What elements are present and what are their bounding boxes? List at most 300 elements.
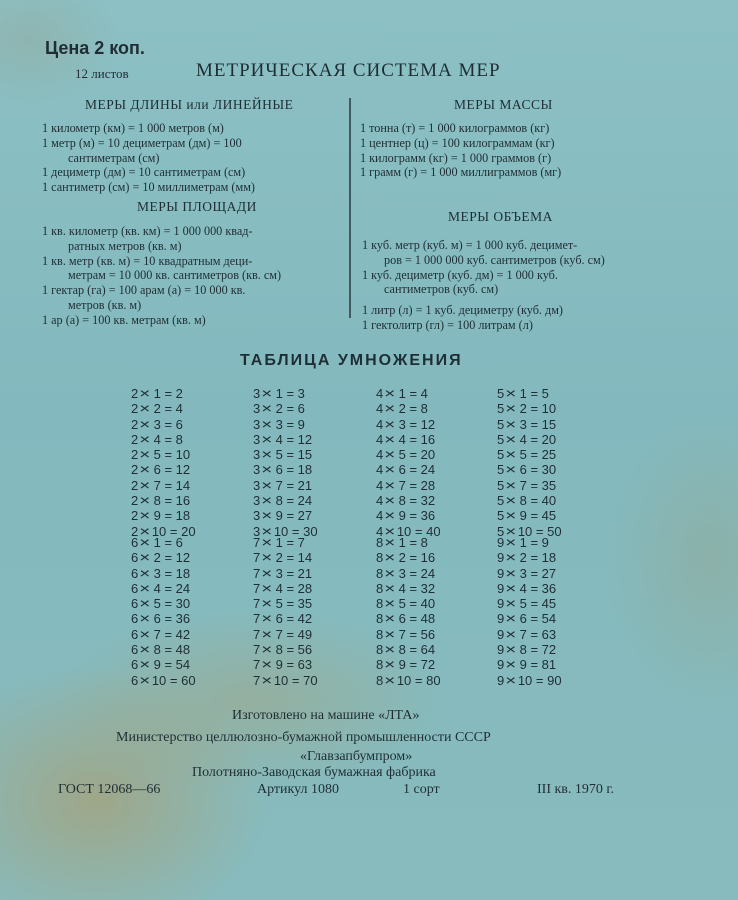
multiplier: 7 [153,626,161,642]
multiplication-row [131,417,196,432]
multiplicand: 3 [253,416,261,432]
multiply-sign: × [139,385,151,402]
volume-section-title: МЕРЫ ОБЪЕМА [448,209,553,224]
multiplier: 3 [519,565,527,581]
multiplicand: 3 [253,508,261,524]
equals-sign: = [282,626,298,642]
multiplication-row [497,673,562,688]
mass-row: 1 килограмм (кг) = 1 000 граммов (г) [360,150,552,165]
quarter-date: III кв. 1970 г. [537,782,615,797]
multiplicand: 7 [253,626,261,642]
product: 36 [175,611,191,627]
multiply-sign: × [139,492,151,509]
multiplication-row [253,596,318,611]
multiply-sign: × [261,446,273,463]
multiply-sign: × [139,400,151,417]
multiplier: 2 [398,550,406,566]
multiply-sign: × [384,549,396,566]
multiplicand: 9 [497,657,505,673]
multiplier: 6 [153,462,161,478]
multiplicand: 4 [376,431,384,447]
multiplicand: 3 [253,401,261,417]
multiplicand: 8 [376,550,384,566]
column-divider [349,98,351,318]
product: 48 [420,611,436,627]
multiplication-row [131,447,196,462]
multiply-sign: × [139,549,151,566]
length-section-title: МЕРЫ ДЛИНЫ или ЛИНЕЙНЫЕ [85,97,294,112]
multiplicand: 3 [253,431,261,447]
multiplier: 6 [398,462,406,478]
equals-sign: = [526,657,542,673]
product: 35 [297,596,313,612]
multiplier: 9 [153,508,161,524]
multiply-sign: × [505,492,517,509]
multiplication-row [497,401,562,416]
multiplication-row [131,401,196,416]
multiplier: 3 [153,565,161,581]
multiplicand: 5 [497,386,505,401]
multiply-sign: × [505,672,517,689]
multiplicand: 2 [131,508,139,524]
equals-sign: = [160,611,176,627]
multiplicand: 4 [376,401,384,417]
multiplier: 5 [519,447,527,463]
multiply-sign: × [384,492,396,509]
multiplicand: 8 [376,611,384,627]
equals-sign: = [526,626,542,642]
equals-sign: = [160,508,176,524]
multiplier: 3 [275,416,283,432]
multiply-sign: × [505,416,517,432]
multiplier: 4 [153,580,161,596]
multiply-sign: × [139,580,151,597]
product: 18 [175,508,191,524]
equals-sign: = [526,596,542,612]
multiplier: 5 [153,596,161,612]
equals-sign: = [405,477,421,493]
gost-code: ГОСТ 12068—66 [58,782,161,797]
multiply-sign: × [261,477,273,494]
multiply-sign: × [384,626,396,643]
equals-sign: = [282,565,298,581]
multiplier: 6 [519,611,527,627]
multiplier: 1 [275,535,283,550]
multiplier: 3 [519,416,527,432]
equals-sign: = [526,401,542,417]
multiply-sign: × [261,385,273,402]
multiplication-row [253,447,318,462]
multiplication-row [131,596,196,611]
multiply-sign: × [139,446,151,463]
length-row: 1 дециметр (дм) = 10 сантиметрам (см) [42,165,246,180]
multiplier: 6 [398,611,406,627]
organization-line: «Главзапбумпром» [300,749,413,764]
multiplicand: 8 [376,642,384,658]
multiplier: 8 [153,493,161,509]
product: 40 [426,523,441,539]
multiplicand: 9 [497,550,505,566]
equals-sign: = [160,596,176,612]
multiplicand: 8 [376,626,384,642]
multiplicand: 9 [497,626,505,642]
multiplier: 7 [153,477,161,493]
multiplier: 8 [153,642,161,658]
product: 72 [541,642,557,658]
multiplicand: 2 [131,523,139,539]
product: 12 [175,550,191,566]
multiplier: 1 [398,535,406,550]
equals-sign: = [282,596,298,612]
multiplication-row [131,673,196,688]
equals-sign: = [282,416,298,432]
multiply-sign: × [139,656,151,673]
multiplication-row [253,417,318,432]
equals-sign: = [526,611,542,627]
multiplicand: 6 [131,626,139,642]
equals-sign: = [526,416,542,432]
multiplier: 9 [519,508,527,524]
multiplicand: 2 [131,416,139,432]
multiplication-row [497,611,562,626]
multiply-sign: × [384,580,396,597]
equals-sign: = [405,642,421,658]
equals-sign: = [282,493,298,509]
equals-sign: = [160,626,176,642]
multiplier: 8 [398,642,406,658]
equals-sign: = [405,416,421,432]
multiplier: 8 [275,642,283,658]
multiplication-row [376,401,441,416]
multiply-sign: × [505,477,517,494]
multiplier: 4 [519,431,527,447]
product: 45 [541,596,557,612]
multiplicand: 3 [253,493,261,509]
multiply-sign: × [261,507,273,524]
product: 60 [181,672,196,688]
ministry-line: Министерство целлюлозно-бумажной промышленности СССР [116,730,491,745]
product: 54 [541,611,557,627]
multiplication-row [497,581,562,596]
multiply-sign: × [261,626,273,643]
multiplicand: 6 [131,535,139,550]
multiplier: 10 [273,672,289,688]
multiplicand: 4 [376,386,384,401]
multiply-sign: × [384,385,396,402]
equals-sign: = [405,535,421,550]
multiply-sign: × [139,477,151,494]
equals-sign: = [282,431,298,447]
multiplicand: 4 [376,462,384,478]
multiplier: 5 [398,596,406,612]
multiplication-row [497,596,562,611]
multiplicand: 4 [376,447,384,463]
product: 42 [297,611,313,627]
multiply-sign: × [505,565,517,581]
equals-sign: = [405,508,421,524]
mass-row: 1 грамм (г) = 1 000 миллиграммов (мг) [360,165,562,180]
equals-sign: = [166,672,182,688]
multiplier: 1 [519,535,527,550]
multiply-sign: × [261,580,273,597]
multiplication-row [497,642,562,657]
equals-sign: = [405,431,421,447]
multiplication-row [253,673,318,688]
equals-sign: = [532,672,548,688]
multiplier: 6 [275,611,283,627]
multiplication-row [376,673,441,688]
multiplicand: 5 [497,416,505,432]
product: 9 [297,416,305,432]
equals-sign: = [526,462,542,478]
multiplicand: 9 [497,611,505,627]
multiplier: 10 [396,523,412,539]
length-row: сантиметрам (см) [68,150,160,165]
product: 21 [297,565,313,581]
multiplicand: 4 [376,493,384,509]
multiplication-row [131,478,196,493]
multiplicand: 6 [131,672,139,688]
equals-sign: = [282,477,298,493]
multiplier: 4 [398,431,406,447]
product: 6 [297,401,305,417]
multiplication-block [497,535,562,688]
area-row: 1 ар (а) = 100 кв. метрам (кв. м) [42,312,206,327]
multiplier: 4 [519,580,527,596]
machine-note: Изготовлено на машине «ЛТА» [232,708,420,723]
product: 8 [420,401,428,417]
product: 40 [420,596,436,612]
multiply-sign: × [139,611,151,627]
multiplicand: 3 [253,462,261,478]
multiplicand: 6 [131,580,139,596]
multiplication-row [131,611,196,626]
multiplication-row [253,642,318,657]
multiply-sign: × [505,580,517,597]
multiply-sign: × [505,431,517,448]
multiply-sign: × [505,626,517,643]
equals-sign: = [411,672,427,688]
product: 24 [175,580,191,596]
multiplication-row [131,566,196,581]
multiplication-row [131,535,196,550]
volume-row: 1 гектолитр (гл) = 100 литрам (л) [362,317,533,332]
product: 24 [420,565,436,581]
multiplicand: 7 [253,535,261,550]
volume-row: сантиметров (куб. см) [384,282,499,297]
multiplicand: 7 [253,657,261,673]
multiplication-row [497,447,562,462]
area-row: ратных метров (кв. м) [68,238,182,253]
volume-rows [362,238,605,333]
equals-sign: = [160,642,176,658]
multiplication-row [253,550,318,565]
price-label: Цена 2 коп. [45,38,145,58]
multiplication-row [376,566,441,581]
equals-sign: = [526,386,542,401]
multiply-sign: × [261,656,273,673]
multiplier: 9 [275,508,283,524]
multiplication-row [376,478,441,493]
multiply-sign: × [505,595,517,612]
multiply-sign: × [261,431,273,448]
multiplication-row [497,508,562,523]
product: 40 [541,493,557,509]
multiplier: 10 [396,672,412,688]
multiplication-row [253,432,318,447]
multiplication-row [131,550,196,565]
multiplicand: 7 [253,580,261,596]
equals-sign: = [532,523,548,539]
product: 18 [297,462,313,478]
area-row: 1 кв. километр (кв. км) = 1 000 000 квад- [42,224,253,238]
multiply-sign: × [261,595,273,612]
multiplicand: 8 [376,565,384,581]
equals-sign: = [526,508,542,524]
product: 25 [541,447,557,463]
multiplication-row [131,386,196,401]
multiplier: 7 [519,477,527,493]
equals-sign: = [526,431,542,447]
product: 32 [420,493,436,509]
multiplier: 1 [153,535,161,550]
equals-sign: = [526,550,542,566]
product: 4 [175,401,183,417]
product: 56 [297,642,313,658]
mass-row: 1 центнер (ц) = 100 килограммам (кг) [360,135,555,150]
equals-sign: = [160,550,176,566]
multiplicand: 9 [497,596,505,612]
equals-sign: = [160,535,176,550]
multiplicand: 6 [131,550,139,566]
multiply-sign: × [384,672,396,689]
equals-sign: = [160,386,176,401]
equals-sign: = [282,447,298,463]
multiply-sign: × [505,507,517,524]
equals-sign: = [160,657,176,673]
equals-sign: = [405,596,421,612]
multiply-sign: × [139,462,151,478]
multiplication-row [497,657,562,672]
equals-sign: = [405,401,421,417]
length-rows [42,121,255,195]
product: 8 [420,535,428,550]
multiplier: 1 [153,386,161,401]
multiply-sign: × [139,626,151,643]
multiplier: 5 [275,596,283,612]
product: 36 [420,508,436,524]
multiplicand: 7 [253,550,261,566]
multiplicand: 5 [497,431,505,447]
multiply-sign: × [384,565,396,581]
equals-sign: = [282,401,298,417]
equals-sign: = [526,493,542,509]
multiplication-row [376,627,441,642]
multiplication-row [131,627,196,642]
product: 48 [175,642,191,658]
equals-sign: = [282,580,298,596]
multiplicand: 8 [376,657,384,673]
multiplicand: 2 [131,447,139,463]
product: 90 [547,672,562,688]
equals-sign: = [405,386,421,401]
multiplier: 7 [519,626,527,642]
equals-sign: = [526,477,542,493]
product: 6 [175,535,183,550]
product: 45 [541,508,557,524]
area-row: 1 кв. метр (кв. м) = 10 квадратным деци- [42,253,253,268]
product: 24 [420,462,436,478]
multiplicand: 5 [497,508,505,524]
equals-sign: = [160,477,176,493]
product: 20 [420,447,436,463]
multiplier: 5 [519,596,527,612]
multiplicand: 5 [497,401,505,417]
multiply-sign: × [139,672,151,689]
multiplier: 9 [398,657,406,673]
product: 24 [297,493,313,509]
multiplier: 9 [275,657,283,673]
multiply-sign: × [505,400,517,417]
multiplier: 9 [153,657,161,673]
multiplier: 1 [519,386,527,401]
multiplication-row [131,642,196,657]
grade-label: 1 сорт [403,782,440,797]
equals-sign: = [405,462,421,478]
multiplicand: 3 [253,447,261,463]
multiplicand: 5 [497,523,505,539]
multiply-sign: × [139,565,151,581]
factory-line: Полотняно-Заводская бумажная фабрика [192,765,436,780]
multiply-sign: × [261,534,273,551]
product: 28 [297,580,313,596]
multiplier: 2 [275,401,283,417]
multiplication-block [253,535,318,688]
product: 27 [541,565,557,581]
equals-sign: = [160,401,176,417]
multiply-sign: × [139,416,151,432]
equals-sign: = [405,626,421,642]
product: 63 [541,626,557,642]
multiplier: 10 [517,523,533,539]
multiplication-row [253,462,318,477]
product: 81 [541,657,557,673]
multiply-sign: × [384,523,396,540]
multiplier: 6 [153,611,161,627]
multiplicand: 4 [376,477,384,493]
multiplication-row [131,581,196,596]
product: 12 [420,416,436,432]
multiplication-row [497,550,562,565]
multiplicand: 6 [131,611,139,627]
product: 5 [541,386,549,401]
multiplier: 10 [151,672,167,688]
multiplier: 7 [398,626,406,642]
multiplicand: 8 [376,580,384,596]
multiplier: 3 [398,416,406,432]
equals-sign: = [282,611,298,627]
multiplier: 2 [519,401,527,417]
multiplication-row [253,627,318,642]
multiply-sign: × [261,416,273,432]
multiplicand: 9 [497,565,505,581]
product: 18 [175,565,191,581]
equals-sign: = [160,580,176,596]
multiplier: 3 [153,416,161,432]
area-rows [42,224,281,328]
multiplicand: 3 [253,477,261,493]
multiplier: 2 [519,550,527,566]
